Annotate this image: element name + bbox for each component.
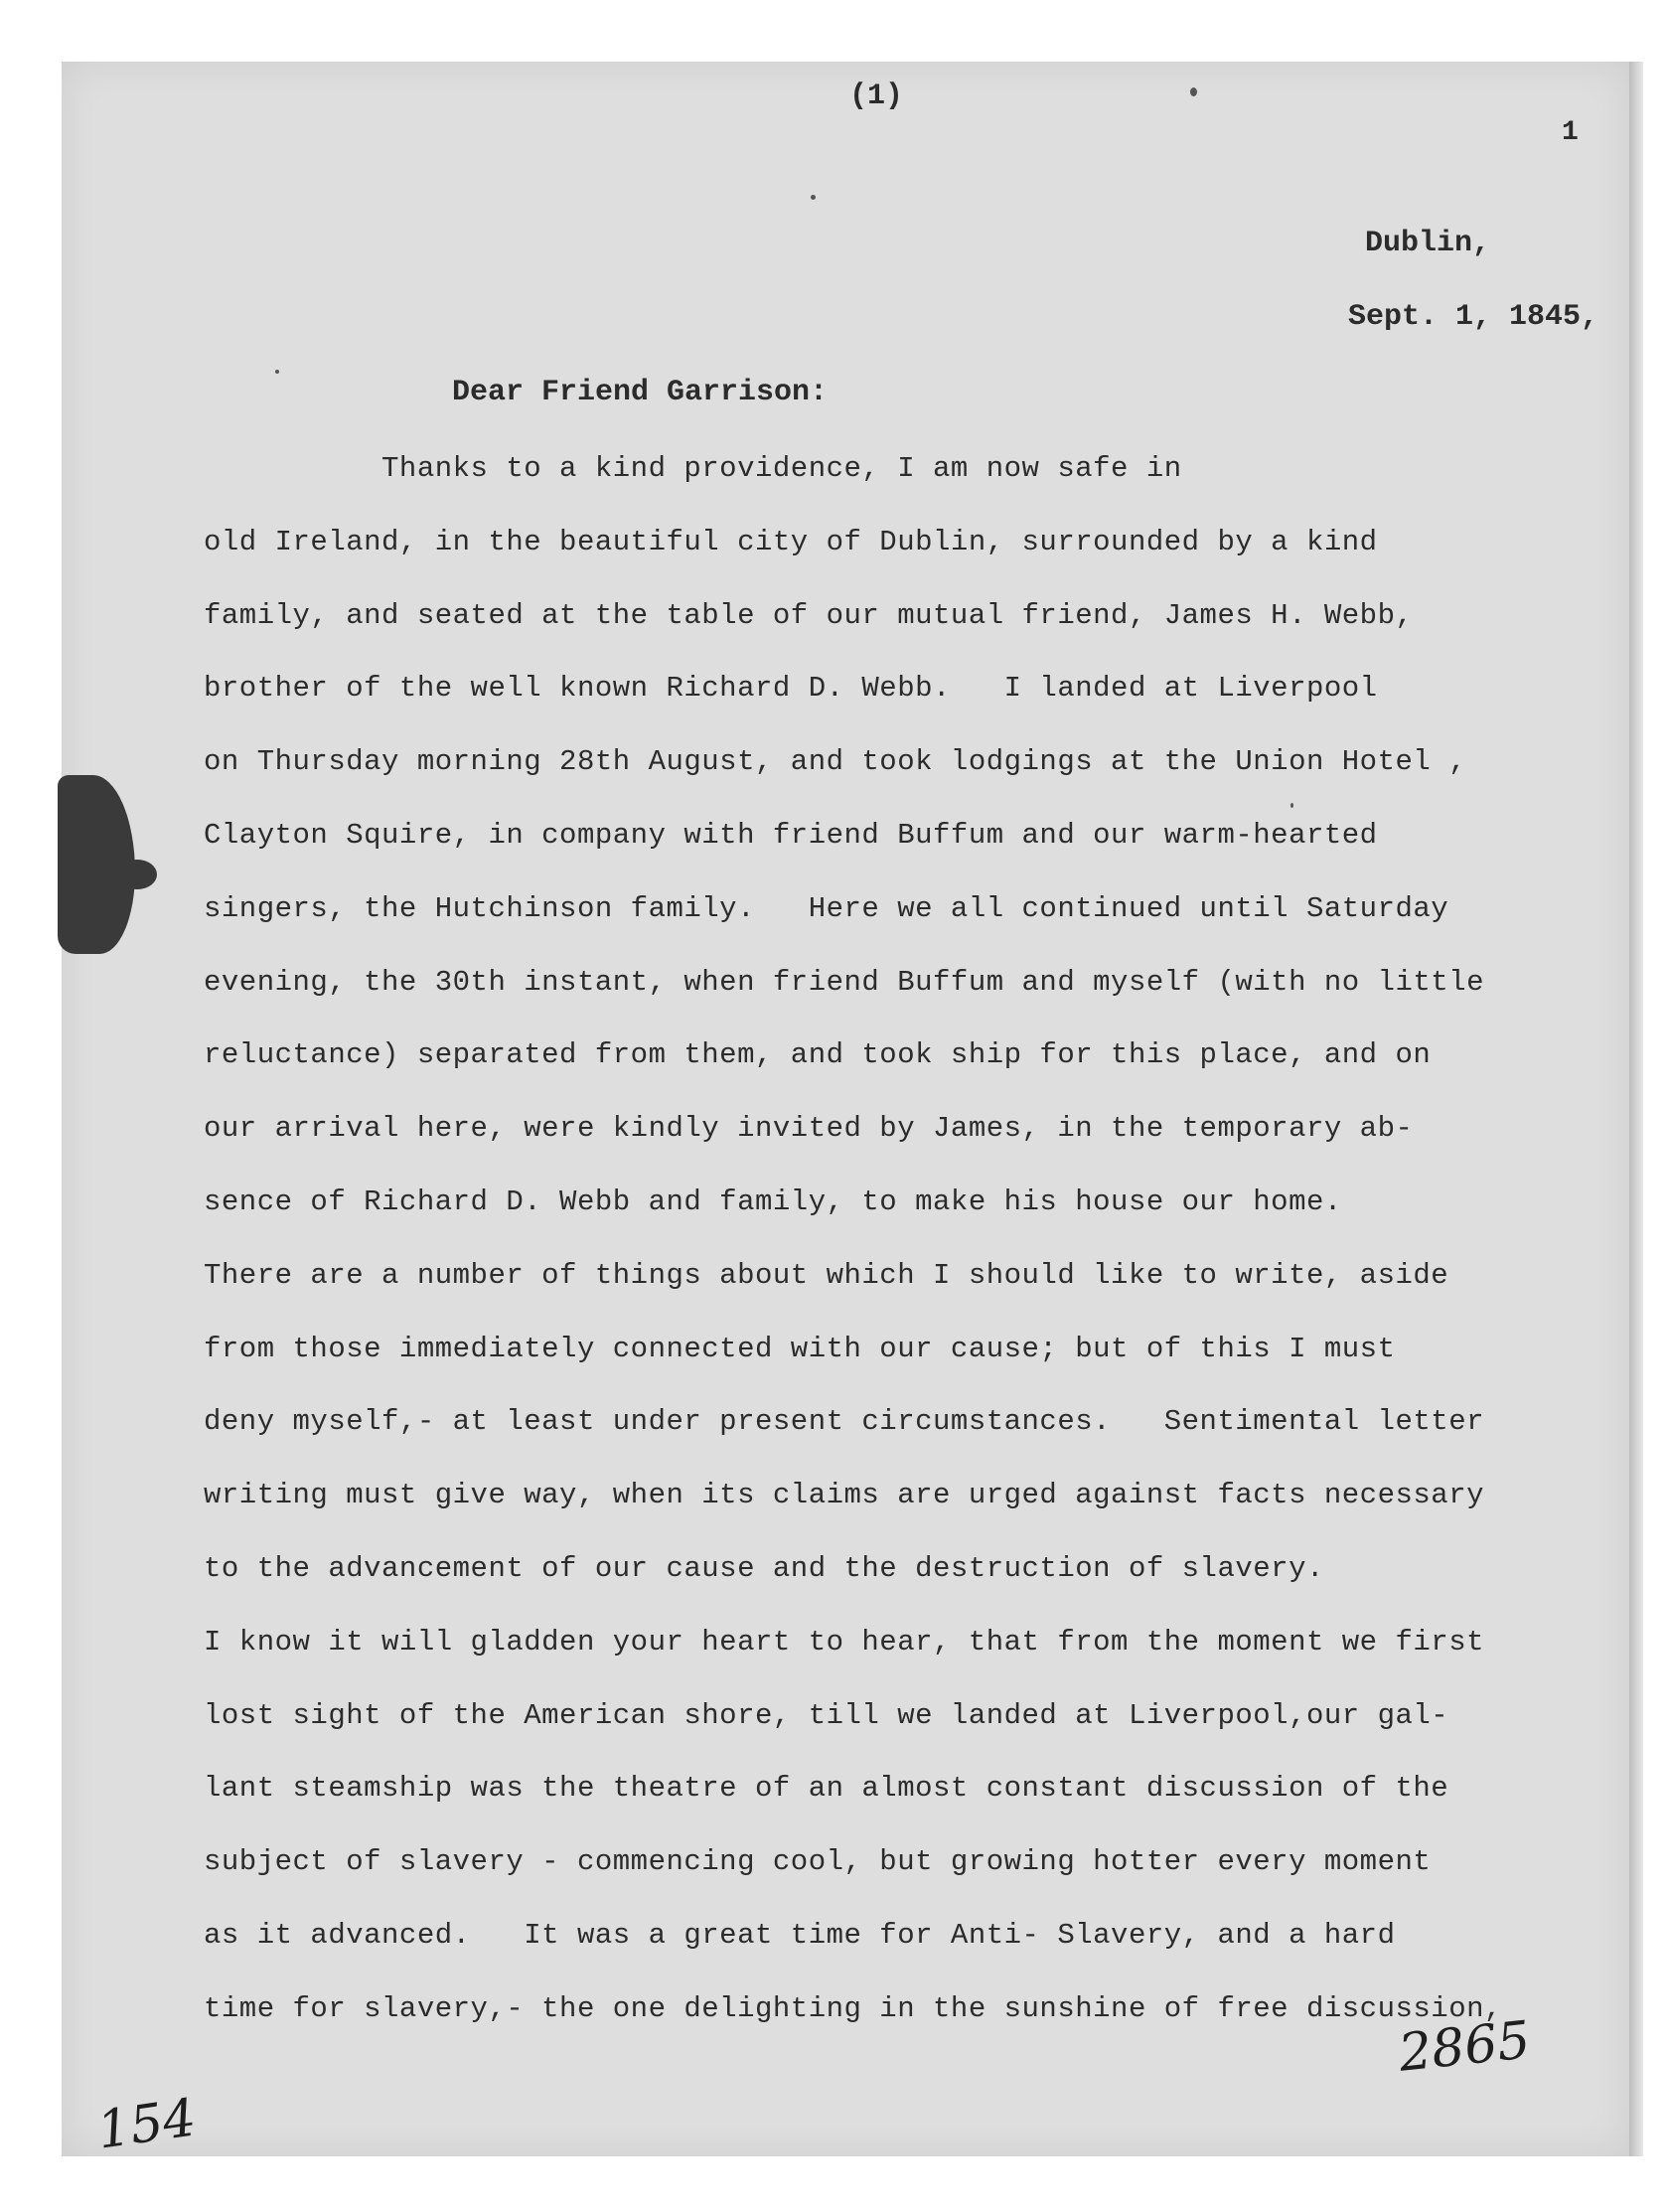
letter-line: There are a number of things about which I should like to write, aside — [204, 1258, 1449, 1292]
letter-line: I know it will gladden your heart to hear, that from the moment we first — [204, 1625, 1485, 1659]
letter-line: old Ireland, in the beautiful city of Dublin, surrounded by a kind — [204, 525, 1378, 558]
letter-line: sence of Richard D. Webb and family, to make his house our home. — [204, 1185, 1342, 1218]
speck — [1290, 803, 1293, 808]
letter-line: to the advancement of our cause and the destruction of slavery. — [204, 1552, 1324, 1585]
letter-line: deny myself,- at least under present circumstances. Sentimental letter — [204, 1405, 1485, 1439]
letter-line: subject of slavery - commencing cool, but growing hotter every moment — [204, 1845, 1432, 1879]
page-edge — [1629, 62, 1643, 2156]
letter-line: reluctance) separated from them, and took ship for this place, and on — [204, 1038, 1432, 1072]
letter-line: family, and seated at the table of our mutual friend, James H. Webb, — [204, 598, 1414, 632]
page-number: 1 — [1562, 117, 1579, 148]
letter-line: from those immediately connected with our cause; but of this I must — [204, 1332, 1396, 1365]
letter-line: lost sight of the American shore, till we landed at Liverpool,our gal- — [204, 1698, 1449, 1732]
handwritten-number-right: 2865 — [1396, 2010, 1534, 2084]
letter-line: singers, the Hutchinson family. Here we all continued until Saturday — [204, 891, 1449, 925]
speck — [811, 195, 816, 200]
letter-line: Thanks to a kind providence, I am now safe in — [204, 452, 1182, 485]
letter-place: Dublin, — [1365, 227, 1491, 260]
letter-line: writing must give way, when its claims are urged against facts necessary — [204, 1479, 1485, 1512]
page-mark: (1) — [849, 79, 904, 113]
letter-line: on Thursday morning 28th August, and took lodgings at the Union Hotel , — [204, 745, 1467, 779]
letter-date: Sept. 1, 1845, — [1348, 300, 1599, 334]
letter-page — [62, 62, 1629, 2156]
letter-line: Clayton Squire, in company with friend Buffum and our warm-hearted — [204, 819, 1378, 852]
letter-line: brother of the well known Richard D. Webb. I landed at Liverpool — [204, 672, 1378, 706]
letter-line: evening, the 30th instant, when friend Buffum and myself (with no little — [204, 965, 1485, 999]
salutation: Dear Friend Garrison: — [452, 376, 829, 409]
handwritten-number-left: 154 — [93, 2088, 200, 2161]
speck — [275, 370, 279, 374]
speck — [1190, 87, 1197, 96]
letter-line: our arrival here, were kindly invited by James, in the temporary ab- — [204, 1112, 1414, 1146]
letter-line: time for slavery,- the one delighting in the sunshine of free discussion, — [204, 1991, 1502, 2025]
letter-line: lant steamship was the theatre of an almost constant discussion of the — [204, 1772, 1449, 1806]
letter-line: as it advanced. It was a great time for Anti- Slavery, and a hard — [204, 1919, 1396, 1952]
